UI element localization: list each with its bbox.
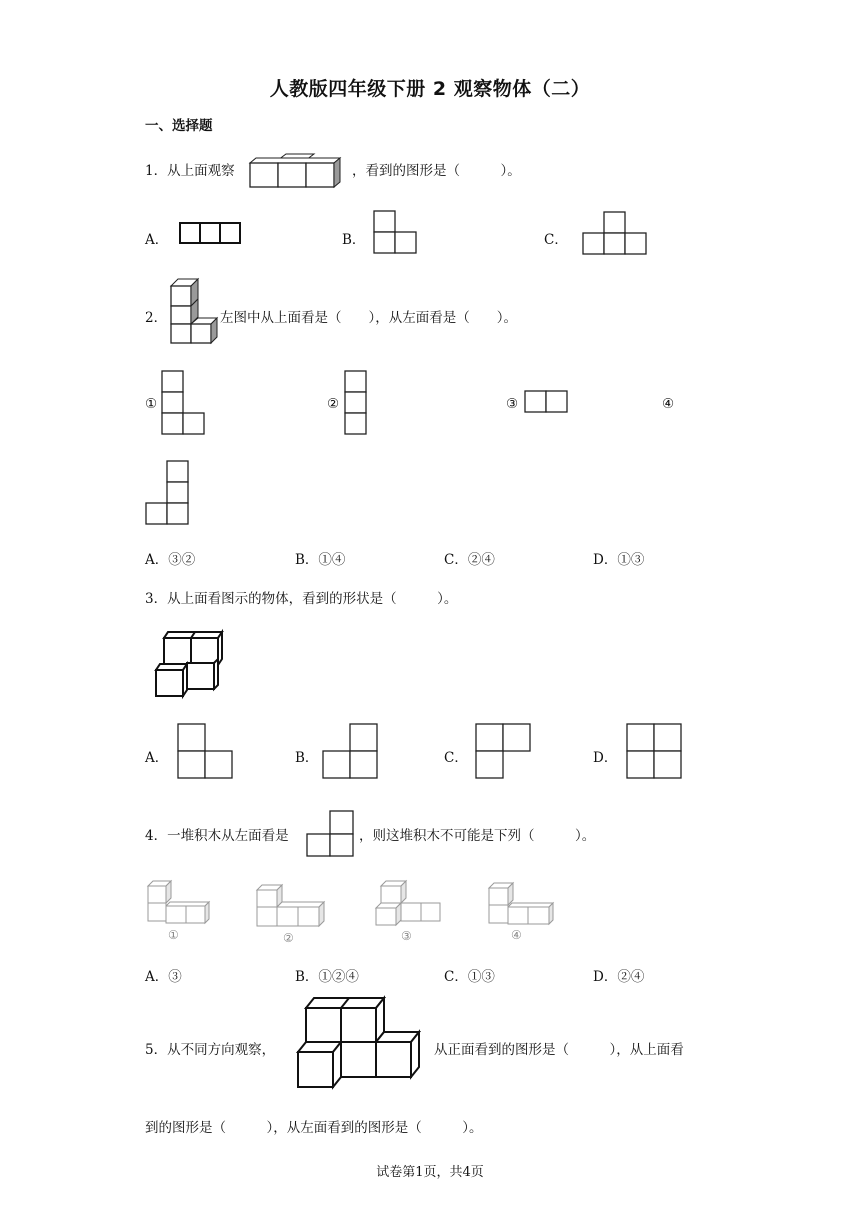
q2-figure-label-4: ④	[662, 396, 675, 412]
q2-option-c: C．②④	[444, 552, 495, 568]
q4-suffix: ，则这堆积木不可能是下列（ ）。	[359, 828, 596, 844]
q2-text: 左图中从上面看是（ ），从左面看是（ ）。	[220, 310, 517, 326]
q2-figure-2	[344, 370, 368, 435]
q4-figure-4	[487, 880, 557, 942]
q3-text: 3．从上面看图示的物体，看到的形状是（ ）。	[145, 591, 458, 607]
q1-option-b: B．	[342, 232, 366, 248]
q1-option-b-figure	[373, 210, 418, 255]
q1-option-a: A．	[145, 232, 169, 248]
q4-figure-label-2: ②	[283, 931, 294, 945]
page-title: 人教版四年级下册 2 观察物体（二）	[269, 78, 591, 100]
q2-number: 2．	[145, 310, 168, 326]
q4-prefix: 4．一堆积木从左面看是	[145, 828, 289, 844]
q2-figure-3	[524, 390, 569, 414]
q3-option-c-figure	[475, 723, 533, 781]
q3-option-c: C．	[444, 750, 468, 766]
q4-figure-3	[375, 880, 445, 942]
q3-option-d: D．	[593, 750, 618, 766]
q3-option-b-figure	[322, 723, 380, 781]
q2-option-a: A．③②	[145, 552, 196, 568]
q5-block-figure	[296, 996, 428, 1090]
q1-prefix: 1．从上面观察	[145, 163, 235, 179]
q4-figure-1	[146, 878, 212, 942]
q5-line2: 到的图形是（ ），从左面看到的图形是（ ）。	[145, 1120, 483, 1136]
q2-figure-1	[161, 370, 206, 435]
page-footer: 试卷第1页，共4页	[376, 1165, 484, 1180]
q2-block-figure	[170, 278, 220, 346]
q3-block-figure	[154, 630, 224, 698]
q4-option-d: D．②④	[593, 969, 645, 985]
q4-figure-2	[255, 882, 327, 946]
q5-prefix: 5．从不同方向观察，	[145, 1042, 276, 1058]
q3-option-b: B．	[295, 750, 319, 766]
q1-option-c-figure	[582, 211, 648, 256]
q4-figure-label-3: ③	[401, 929, 412, 943]
q2-figure-4	[145, 460, 190, 525]
q2-option-d: D．①③	[593, 552, 645, 568]
q1-suffix: ，看到的图形是（ ）。	[352, 163, 521, 179]
q3-option-d-figure	[626, 723, 684, 781]
q1-option-c: C．	[544, 232, 568, 248]
q2-figure-label-1: ①	[145, 396, 158, 412]
q4-option-b: B．①②④	[295, 969, 359, 985]
q5-suffix: 从正面看到的图形是（ ），从上面看	[434, 1042, 684, 1058]
q3-option-a: A．	[145, 750, 169, 766]
q1-option-a-figure	[179, 222, 243, 244]
q4-left-view-figure	[306, 810, 356, 858]
q4-option-a: A．③	[145, 969, 182, 985]
q2-figure-label-2: ②	[327, 396, 340, 412]
q4-option-c: C．①③	[444, 969, 495, 985]
q2-option-b: B．①④	[295, 552, 346, 568]
q4-figure-label-1: ①	[168, 928, 179, 942]
section-heading: 一、选择题	[145, 118, 213, 134]
q2-figure-label-3: ③	[506, 396, 519, 412]
q1-block-figure	[250, 153, 345, 189]
q3-option-a-figure	[177, 723, 235, 781]
q4-figure-label-4: ④	[511, 928, 522, 942]
